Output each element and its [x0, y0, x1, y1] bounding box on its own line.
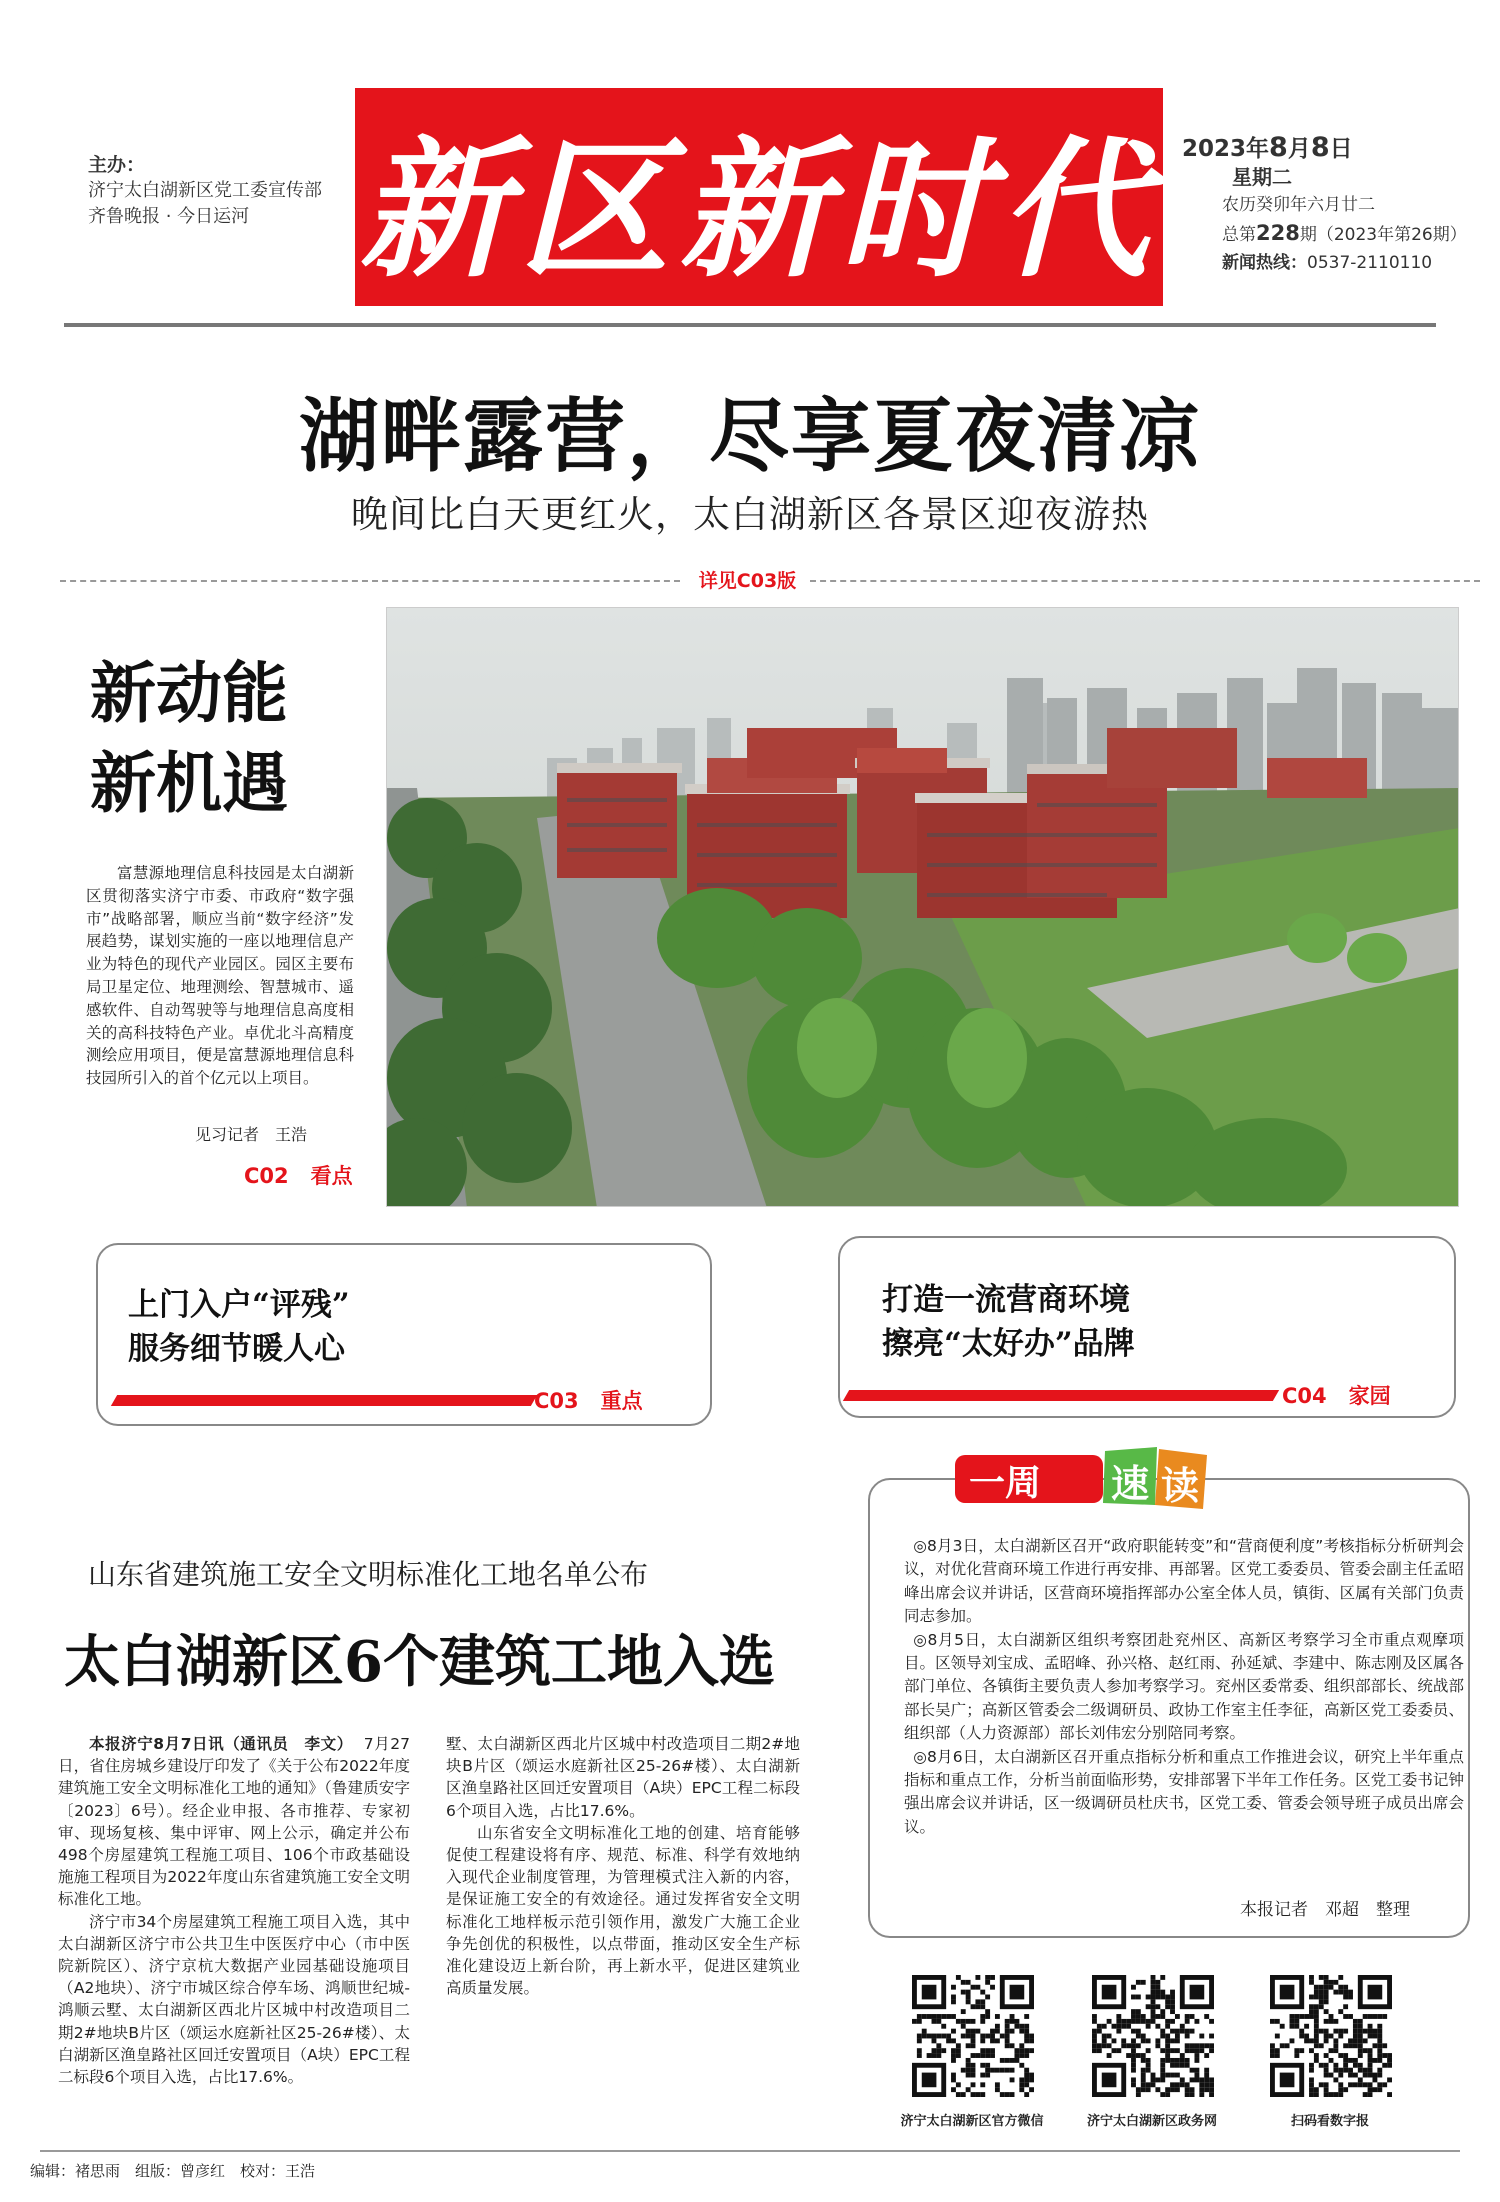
masthead-logo-banner[interactable]	[355, 88, 1163, 306]
issue-number: 总第228期（2023年第26期）	[1222, 221, 1467, 245]
teaser-box-c04-page-link[interactable]: C04 家园	[1282, 1384, 1391, 1408]
qr-code-icon	[1092, 1975, 1214, 2097]
sponsor-block	[88, 152, 368, 230]
teaser-box-c04-title: 打造一流营商环境 擦亮“太好办”品牌	[882, 1282, 1135, 1362]
feature-title-line-2: 新机遇	[90, 744, 288, 822]
dashed-divider-right	[810, 580, 1480, 582]
issue-date: 2023年8月8日	[1182, 132, 1353, 163]
weekly-digest-items	[904, 1535, 1464, 1839]
qr-digital-paper-label: 扫码看数字报	[1290, 2114, 1369, 2129]
digest-byline: 本报记者 邓超 整理	[1240, 1900, 1410, 1920]
feature-page-link[interactable]: C02 看点	[244, 1164, 353, 1188]
news-hotline: 新闻热线：0537-2110110	[1222, 253, 1433, 273]
teaser-box-c04[interactable]	[838, 1236, 1456, 1418]
qr-gov-site-label: 济宁太白湖新区政务网	[1086, 2114, 1217, 2129]
article-paragraph: 本报济宁8月7日讯（通讯员 李文） 7月27日，省住房城乡建设厅印发了《关于公布2022年度建筑施工安全文明标准化工地的通知》（鲁建质安字〔2023〕6号）。经企业申报、各市推荐、专家初审、现场复核、集中评审、网上公示，确定并公布498个房屋建筑工程施工项目、106个市政基础设施施工程项目为2022年度山东省建筑施工安全文明标准化工地。	[58, 1735, 410, 1909]
feature-title[interactable]	[90, 648, 288, 828]
digest-item: ◎8月3日，太白湖新区召开“政府职能转变”和“营商便利度”考核指标分析研判会议，对优化营商环境工作进行再安排、再部署。区党工委委员、管委会副主任孟昭峰出席会议并讲话，区营商环境指挥部办公室全体人员，镇街、区属有关部门负责同志参加。	[904, 1537, 1464, 1626]
article-paragraph-continued: 墅、太白湖新区西北片区城中村改造项目二期2#地块B片区（颂运水庭新社区25-26#楼）、太白湖新区渔皇路社区回迁安置项目（A块）EPC工程二标段6个项目入选，占比17.6%。	[446, 1735, 800, 1820]
weekly-digest-badge: 一周 速 读	[955, 1447, 1207, 1509]
qr-wechat[interactable]	[912, 1975, 1034, 2101]
qr-code-icon	[1270, 1975, 1392, 2097]
feature-title-line-1: 新动能	[90, 654, 288, 732]
dashed-divider-left	[60, 580, 680, 582]
sponsor-line-1: 济宁太白湖新区党工委宣传部	[88, 180, 322, 201]
masthead-divider	[64, 323, 1436, 327]
teaser-box-c03-page-link[interactable]: C03 重点	[534, 1389, 643, 1413]
lead-headline[interactable]: 湖畔露营，尽享夏夜清凉	[299, 389, 1201, 483]
aerial-photo[interactable]	[386, 607, 1459, 1207]
weekday: 星期二	[1232, 165, 1292, 189]
feature-body: 富慧源地理信息科技园是太白湖新区贯彻落实济宁市委、市政府“数字强市”战略部署，顺应当前“数字经济”发展趋势，谋划实施的一座以地理信息产业为特色的现代产业园区。园区主要布局卫星定位、地理测绘、智慧城市、遥感软件、自动驾驶等与地理信息高度相关的高科技特色产业。卓优北斗高精度测绘应用项目，便是富慧源地理信息科技园所引入的首个亿元以上项目。	[86, 864, 354, 1088]
teaser-box-c03[interactable]	[96, 1243, 712, 1426]
qr-gov-site[interactable]	[1092, 1975, 1214, 2101]
footer-divider	[40, 2150, 1460, 2152]
digest-item: ◎8月5日，太白湖新区组织考察团赴兖州区、高新区考察学习全市重点观摩项目。区领导刘宝成、孟昭峰、孙兴格、赵红雨、孙延斌、李建中、陈志刚及区属各部门单位、各镇街主要负责人参加考察学习。兖州区委常委、组织部部长、统战部部长吴广；高新区管委会二级调研员、政协工作室主任李征，高新区党工委委员、组织部（人力资源部）部长刘伟宏分别陪同考察。	[904, 1630, 1464, 1743]
sponsor-label: 主办：	[88, 154, 146, 176]
digest-item: ◎8月6日，太白湖新区召开重点指标分析和重点工作推进会议，研究上半年重点指标和重点工作，分析当前面临形势，安排部署下半年工作任务。区党工委书记钟强出席会议并讲话，区一级调研员杜庆书，区党工委、管委会领导班子成员出席会议。	[904, 1747, 1464, 1836]
teaser-box-c04-bar	[843, 1390, 1279, 1401]
teaser-box-c03-bar	[111, 1395, 537, 1406]
lunar-date: 农历癸卯年六月廿二	[1222, 195, 1375, 215]
sponsor-line-2: 齐鲁晚报 · 今日运河	[88, 206, 250, 227]
article-kicker: 山东省建筑施工安全文明标准化工地名单公布	[88, 1558, 649, 1591]
article-column-1	[58, 1733, 410, 2110]
date-block	[1182, 134, 1472, 277]
article-headline[interactable]: 太白湖新区6个建筑工地入选	[64, 1629, 775, 1695]
article-paragraph: 山东省安全文明标准化工地的创建、培育能够促使工程建设将有序、规范、标准、科学有效地纳入现代企业制度管理，为管理模式注入新的内容，是保证施工安全的有效途径。通过发挥省安全文明标准化工地样板示范引领作用，激发广大施工企业争先创优的积极性，以点带面，推动区安全生产标准化建设迈上新台阶，再上新水平，促进区建筑业高质量发展。	[446, 1823, 800, 1998]
lead-subheadline: 晚间比白天更红火，太白湖新区各景区迎夜游热	[351, 493, 1149, 536]
see-page-link[interactable]: 详见C03版	[698, 570, 797, 592]
article-paragraph: 济宁市34个房屋建筑工程施工项目入选，其中太白湖新区济宁市公共卫生中医医疗中心（市中医院新院区）、济宁京杭大数据产业园基础设施项目（A2地块）、济宁市城区综合停车场、鸿顺世纪城-鸿顺云墅、太白湖新区西北片区城中村改造项目二期2#地块B片区（颂运水庭新社区25-26#楼）、太白湖新区渔皇路社区回迁安置项目（A块）EPC工程二标段6个项目入选，占比17.6%。	[58, 1912, 410, 2087]
feature-byline: 见习记者 王浩	[195, 1125, 308, 1144]
editorial-credits: 编辑：褚思雨 组版：曾彦红 校对：王浩	[30, 2162, 316, 2180]
teaser-box-c03-title: 上门入户“评残” 服务细节暖人心	[128, 1287, 350, 1367]
qr-wechat-label: 济宁太白湖新区官方微信	[900, 2114, 1044, 2129]
article-column-2	[446, 1733, 800, 1999]
aerial-photo-illustration	[387, 608, 1459, 1207]
masthead-logo-text: 新区新时代	[358, 122, 1159, 298]
qr-digital-paper[interactable]	[1270, 1975, 1392, 2101]
qr-code-icon	[912, 1975, 1034, 2097]
